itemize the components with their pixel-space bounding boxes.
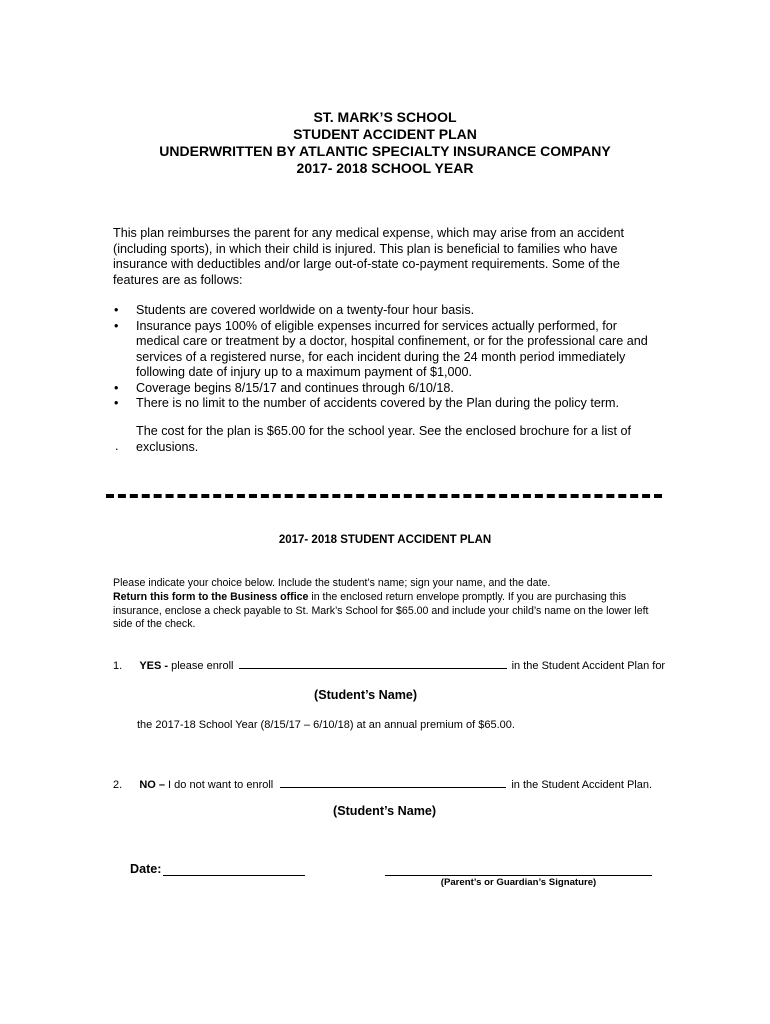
title-line-underwriter: UNDERWRITTEN BY ATLANTIC SPECIALTY INSURANCE COMPANY — [159, 143, 611, 159]
bullet-icon: • — [114, 396, 119, 410]
list-item — [113, 381, 658, 397]
option-no-label: NO – — [139, 779, 165, 791]
option-yes-continuation: the 2017-18 School Year (8/15/17 – 6/10/18) at an annual premium of $65.00. — [137, 719, 515, 731]
list-item-text: Insurance pays 100% of eligible expenses incurred for services actually performed, for medical care or treatment by a doctor, hospital confinement, or for the professional care and services of a registered nurse, for each incident during the 24 month period immediately following date of injury up to a maximum payment of $1,000. — [136, 318, 648, 379]
list-item-text: There is no limit to the number of accidents covered by the Plan during the policy term. — [136, 396, 620, 410]
intro-paragraph: This plan reimburses the parent for any medical expense, which may arise from an accident (including sports), in which their child is injured. This plan is beneficial to families who have insurance with deductibles and/or large out-of-state co-payment requirements. Some of the features are as follows: — [113, 226, 624, 287]
option-no-suffix: in the Student Accident Plan. — [511, 779, 653, 791]
list-item — [113, 319, 658, 381]
stray-mark: . — [115, 439, 119, 453]
no-student-name-caption: (Student’s Name) — [333, 804, 437, 818]
document-title — [0, 109, 770, 177]
date-label: Date: — [130, 862, 162, 876]
form-title: 2017- 2018 STUDENT ACCIDENT PLAN — [278, 534, 492, 546]
signature-field[interactable] — [385, 875, 652, 876]
title-line-year: 2017- 2018 SCHOOL YEAR — [296, 160, 474, 176]
list-item-text: Students are covered worldwide on a twenty-four hour basis. — [136, 303, 475, 317]
option-yes-prefix: please enroll — [168, 660, 234, 672]
option-yes-line — [113, 657, 665, 674]
list-item — [113, 303, 658, 319]
cut-here-divider — [106, 494, 662, 498]
yes-student-name-field[interactable] — [239, 657, 507, 669]
option-no-prefix: I do not want to enroll — [165, 779, 274, 791]
date-field[interactable] — [163, 875, 305, 876]
bullet-icon: • — [114, 318, 119, 333]
instructions-rest: in the enclosed return envelope promptly. If you are purchasing this insurance, enclose a check payable to St. Mark’s School for $65.00 and include your child’s name on the lower left side of the check. — [113, 590, 649, 631]
no-student-name-field[interactable] — [280, 776, 506, 788]
title-line-school: ST. MARK’S SCHOOL — [313, 109, 457, 125]
option-no-line — [113, 776, 652, 793]
bullet-icon: • — [114, 380, 119, 395]
form-instructions — [113, 577, 653, 632]
list-item — [113, 396, 658, 412]
option-yes-label: YES - — [139, 660, 169, 672]
instructions-return-note: Return this form to the Business office — [113, 590, 309, 603]
title-line-plan: STUDENT ACCIDENT PLAN — [293, 126, 477, 142]
instructions-line-1: Please indicate your choice below. Include the student’s name; sign your name, and the date. — [113, 577, 551, 589]
signature-caption: (Parent’s or Guardian’s Signature) — [440, 877, 597, 888]
list-item-text: Coverage begins 8/15/17 and continues through 6/10/18. — [136, 380, 454, 395]
feature-list — [113, 303, 658, 412]
bullet-icon: • — [114, 303, 119, 317]
yes-student-name-caption: (Student’s Name) — [314, 688, 418, 702]
cost-paragraph: The cost for the plan is $65.00 for the school year. See the enclosed brochure for a list of exclusions. — [136, 424, 631, 454]
option-yes-suffix: in the Student Accident Plan for — [511, 660, 666, 672]
option-yes-number: 1. — [113, 660, 123, 672]
option-no-number: 2. — [113, 779, 123, 791]
